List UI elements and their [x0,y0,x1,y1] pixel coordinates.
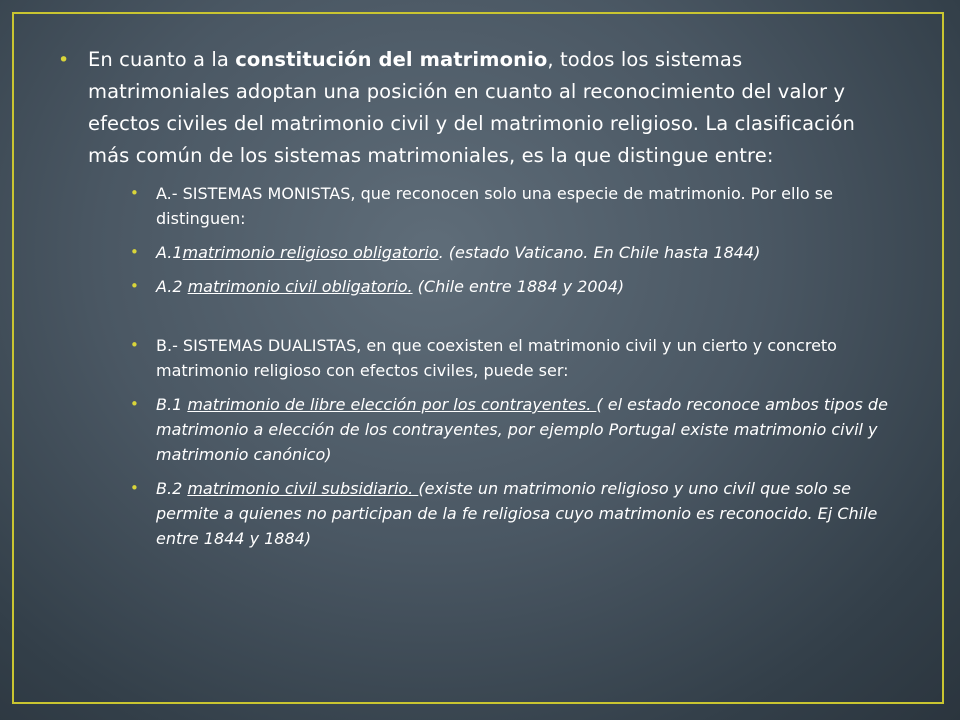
item-b2-rest: (existe un matrimonio religioso y uno civil que solo se permite a quienes no participan de la fe religiosa cuyo matrimonio es reconocido. Ej Chile entre 1844 y 1884) [156,479,878,548]
item-b1-prefix: B.1 [156,395,188,414]
item-a2-prefix: A.2 [156,277,188,296]
intro-text-post: , todos los sistemas matrimoniales adoptan una posición en cuanto al reconocimiento del valor y efectos civiles del matrimonio civil y del matrimonio religioso. La clasificación más común de los sistemas matrimoniales, es la que distingue entre: [88,48,855,167]
bullet-icon: • [58,49,70,71]
item-b2-link: matrimonio civil subsidiario. [187,479,419,498]
item-a1-rest: . (estado Vaticano. En Chile hasta 1844) [438,243,761,262]
bullet-icon: • [130,184,139,202]
bullet-icon: • [130,479,139,497]
item-a-monistas [100,181,888,231]
bullet-icon: • [130,243,139,261]
intro-text-bold: constitución del matrimonio [235,48,548,71]
bullet-icon: • [130,336,139,354]
item-a-lead: A.- SISTEMAS MONISTAS, [156,184,356,203]
item-a2-link: matrimonio civil obligatorio. [187,277,413,296]
item-a2-rest: (Chile entre 1884 y 2004) [412,277,625,296]
bullet-icon: • [130,277,139,295]
item-b-dualistas [100,333,888,383]
bullet-icon: • [130,395,139,413]
item-b-lead: B.- SISTEMAS DUALISTAS, [156,336,362,355]
item-a1-prefix: A.1 [156,243,183,262]
item-b1-rest: ( el estado reconoce ambos tipos de matrimonio a elección de los contrayentes, por ejemplo Portugal existe matrimonio civil y matrimonio canónico) [156,395,888,464]
slide-content [58,44,888,551]
item-b2 [100,476,888,551]
item-b1 [100,392,888,467]
intro-paragraph [58,44,888,172]
item-b1-link: matrimonio de libre elección por los contrayentes. [187,395,597,414]
item-b2-prefix: B.2 [156,479,188,498]
item-a1 [100,240,888,265]
item-b-rest: en que coexisten el matrimonio civil y un cierto y concreto matrimonio religioso con efectos civiles, puede ser: [156,336,837,380]
item-a-rest: que reconocen solo una especie de matrimonio. Por ello se distinguen: [156,184,833,228]
item-a1-link: matrimonio religioso obligatorio [182,243,439,262]
item-a2 [100,274,888,299]
intro-text-pre: En cuanto a la [88,48,236,71]
